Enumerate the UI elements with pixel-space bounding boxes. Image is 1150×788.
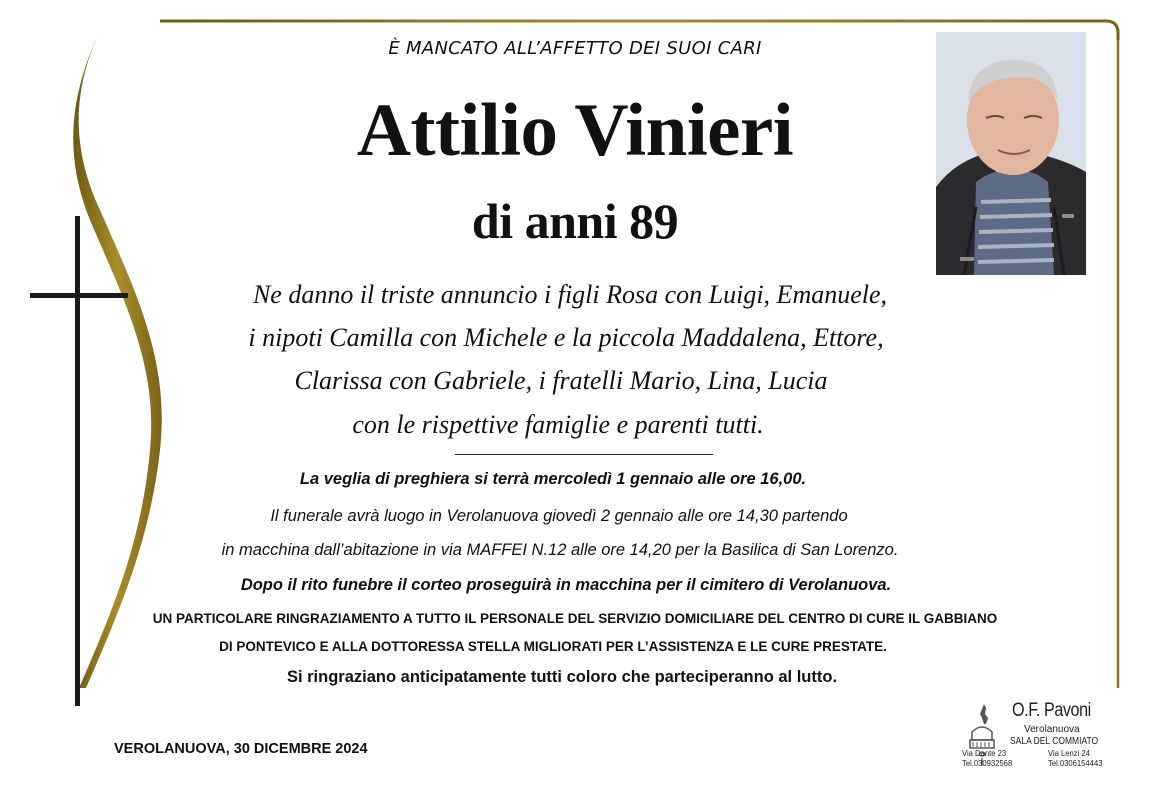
funeral-home-hall: SALA DEL COMMIATO bbox=[1010, 736, 1099, 747]
phone-2: Tel.0306154443 bbox=[1048, 758, 1103, 768]
funeral-home-address-2 bbox=[1048, 748, 1102, 768]
announcement-line: Clarissa con Gabriele, i fratelli Mario, Lina, Lucia bbox=[294, 366, 828, 395]
deceased-age: di anni 89 bbox=[471, 193, 679, 249]
phone-1: Tel.030932568 bbox=[962, 758, 1013, 768]
vigil-info: La veglia di preghiera si terrà mercoledì 1 gennaio alle ore 16,00. bbox=[299, 470, 807, 488]
funeral-info: in macchina dall’abitazione in via MAFFEI N.12 alle ore 14,20 per la Basilica di San Lorenzo. bbox=[221, 541, 899, 559]
announcement-line: con le rispettive famiglie e parenti tutti. bbox=[352, 410, 764, 439]
funeral-home-address-1 bbox=[962, 748, 1012, 768]
address-1: Via Dante 23 bbox=[962, 748, 1007, 758]
divider bbox=[455, 454, 713, 455]
place-date: VEROLANUOVA, 30 DICEMBRE 2024 bbox=[114, 741, 368, 757]
deceased-name: Attilio Vinieri bbox=[356, 89, 794, 172]
funeral-home-town: Verolanuova bbox=[1024, 724, 1080, 735]
announcement-line: i nipoti Camilla con Michele e la piccola Maddalena, Ettore, bbox=[248, 323, 884, 352]
thanks-line: DI PONTEVICO E ALLA DOTTORESSA STELLA MIGLIORATI PER L’ASSISTENZA E LE CURE PRESTATE. bbox=[219, 639, 887, 654]
funeral-info: Il funerale avrà luogo in Verolanuova giovedì 2 gennaio alle ore 14,30 partendo bbox=[270, 507, 848, 525]
funeral-home-logo bbox=[958, 700, 1103, 774]
procession-info: Dopo il rito funebre il corteo proseguirà in macchina per il cimitero di Verolanuova. bbox=[240, 576, 892, 594]
closing-thanks: Si ringraziano anticipatamente tutti coloro che parteciperanno al lutto. bbox=[286, 668, 838, 686]
funeral-home-name: O.F. Pavoni bbox=[1012, 700, 1091, 721]
intro-line: È MANCATO ALL’AFFETTO DEI SUOI CARI bbox=[388, 38, 762, 59]
announcement-line: Ne danno il triste annuncio i figli Rosa con Luigi, Emanuele, bbox=[252, 280, 888, 309]
thanks-line: UN PARTICOLARE RINGRAZIAMENTO A TUTTO IL PERSONALE DEL SERVIZIO DOMICILIARE DEL CENTRO DI CURE IL GABBIANO bbox=[152, 611, 998, 626]
address-2: Via Lenzi 24 bbox=[1048, 748, 1090, 758]
